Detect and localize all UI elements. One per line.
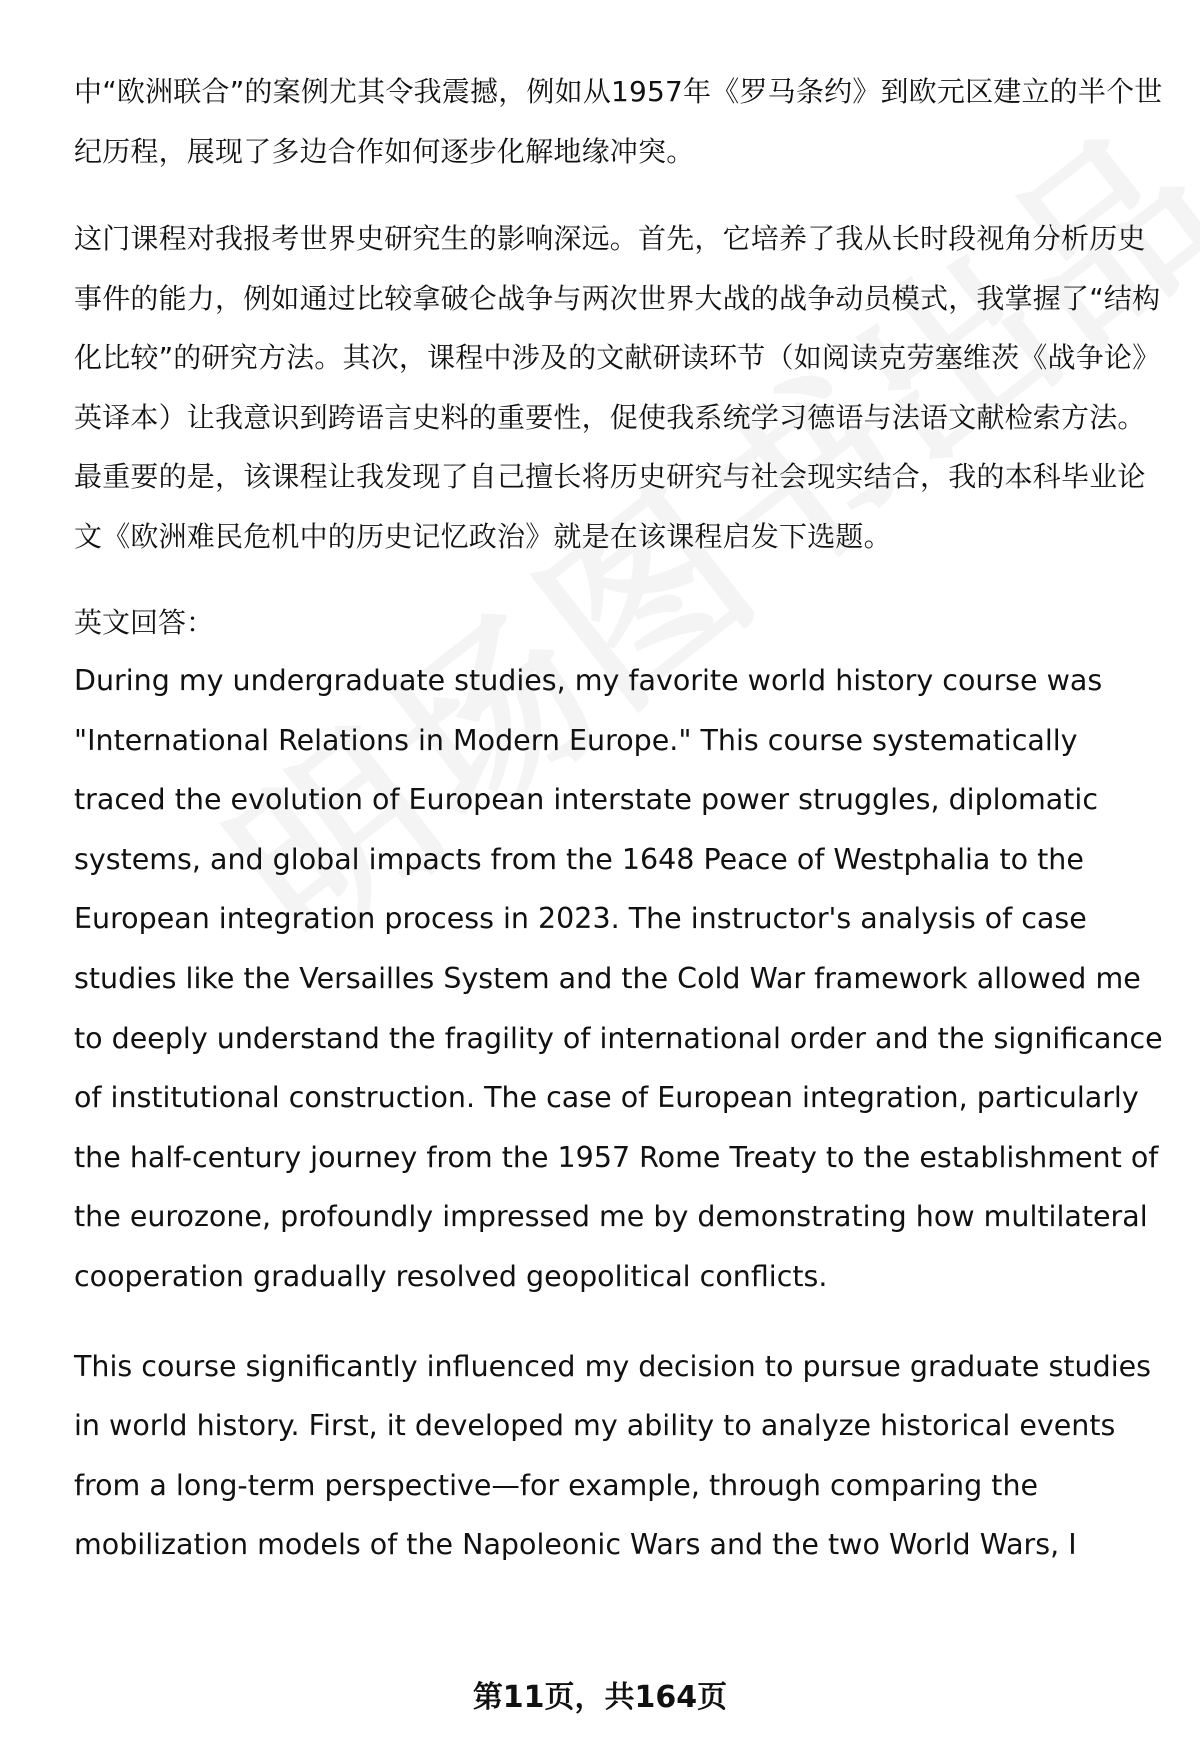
zh-paragraph-1: 中“欧洲联合”的案例尤其令我震撼，例如从1957年《罗马条约》到欧元区建立的半个世纪历程，展现了多边合作如何逐步化解地缘冲突。 [74,75,1163,168]
zh-paragraph-2: 这门课程对我报考世界史研究生的影响深远。首先，它培养了我从长时段视角分析历史事件的能力，例如通过比较拿破仑战争与两次世界大战的战争动员模式，我掌握了“结构化比较”的研究方法。其次，课程中涉及的文献研读环节（如阅读克劳塞维茨《战争论》英译本）让我意识到跨语言史料的重要性，促使我系统学习德语与法语文献检索方法。最重要的是，该课程让我发现了自己擅长将历史研究与社会现实结合，我的本科毕业论文《欧洲难民危机中的历史记忆政治》就是在该课程启发下选题。 [74,222,1161,553]
en-paragraph-2: This course significantly influenced my decision to pursue graduate studies in world history. First, it developed my ability to analyze historical events from a long-term perspective—for example, through comparing the mobilization models of the Napoleonic Wars and the two World Wars, I [74,1349,1151,1562]
document-page [74,62,1166,1575]
page-footer: 第11页，共164页 [472,1680,728,1715]
en-paragraph-1: During my undergraduate studies, my favorite world history course was "International Relations in Modern Europe." This course systematically traced the evolution of European interstate power struggles, diplomatic systems, and global impacts from the 1648 Peace of Westphalia to the European integration process in 2023. The instructor's analysis of case studies like the Versailles System and the Cold War framework allowed me to deeply understand the fragility of international order and the significance of institutional construction. The case of European integration, particularly the half-century journey from the 1957 Rome Treaty to the establishment of the eurozone, profoundly impressed me by demonstrating how multilateral cooperation gradually resolved geopolitical conflicts. [74,664,1163,1293]
english-answer-label: 英文回答： [74,606,215,639]
